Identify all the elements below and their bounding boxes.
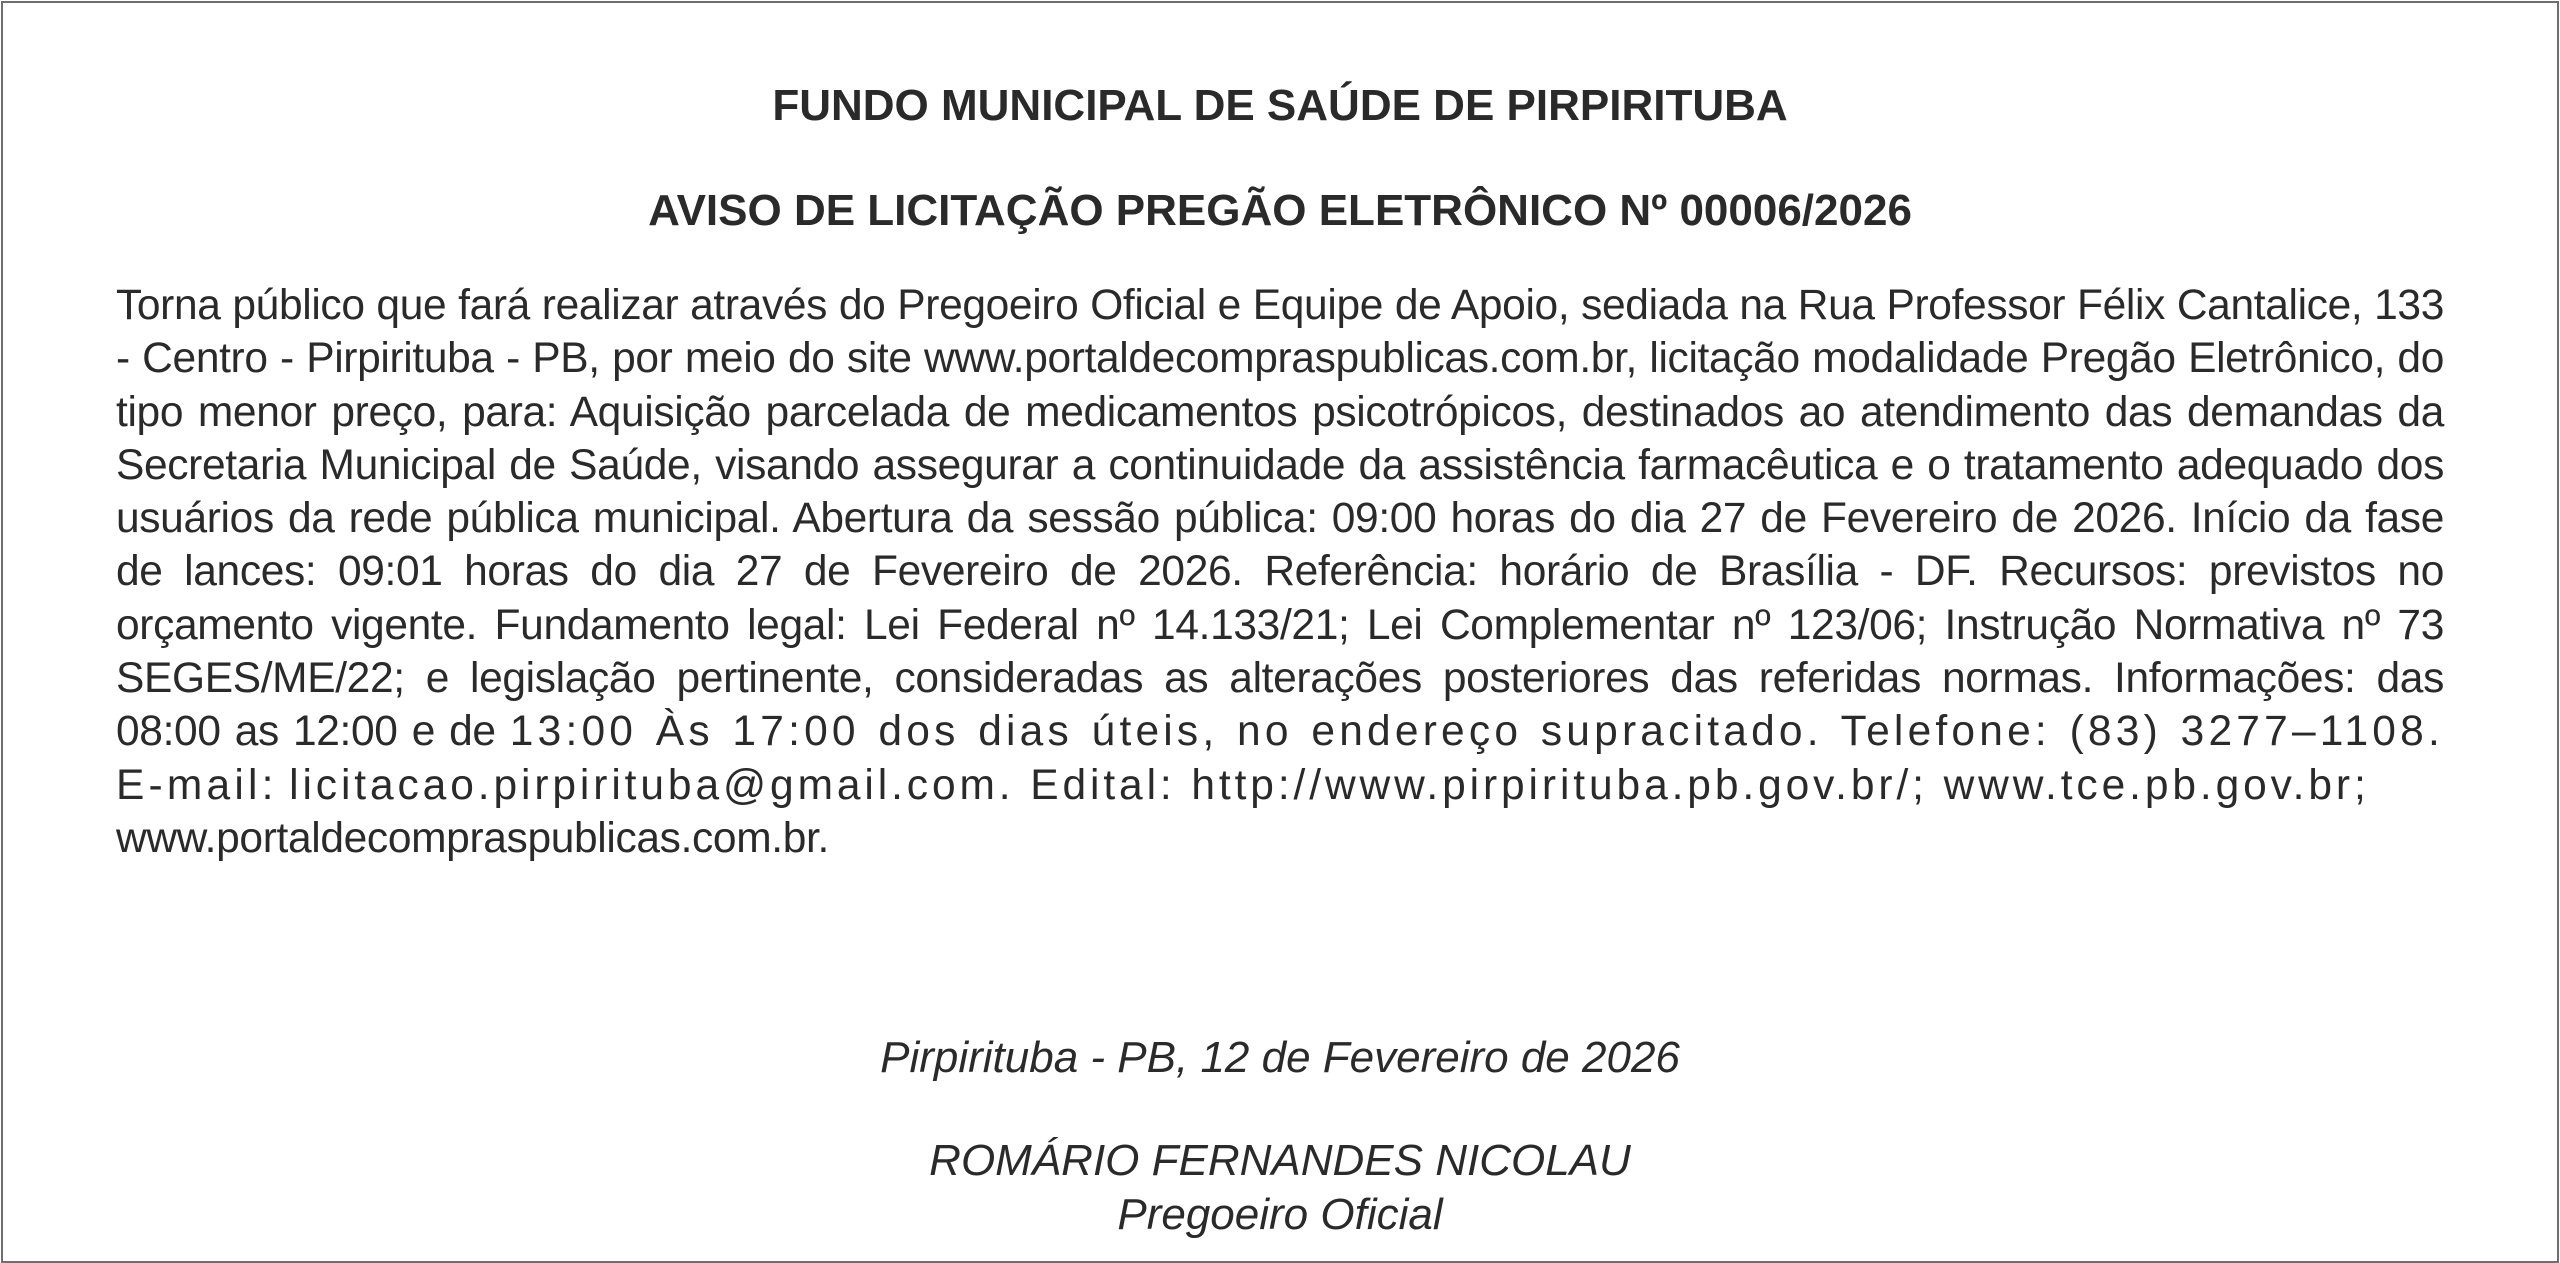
notice-title: AVISO DE LICITAÇÃO PREGÃO ELETRÔNICO Nº 00006/2026: [648, 186, 1912, 235]
organization-heading: FUNDO MUNICIPAL DE SAÚDE DE PIRPIRITUBA: [772, 81, 1788, 130]
place-date: Pirpirituba - PB, 12 de Fevereiro de 2026: [880, 1033, 1680, 1082]
body-closing-site: www.portaldecompraspublicas.com.br.: [116, 814, 829, 862]
body-main-text: Torna público que fará realizar através do Pregoeiro Oficial e Equipe de Apoio, sediada na Rua Professor Félix Cantalice, 133 - Centro - Pirpirituba - PB, por meio do site www.portaldecompraspublicas.com.br, licitação modalidade Pregão Eletrônico, do tipo menor preço, para: Aquisição parcelada de medicamentos psicotrópicos, destinados ao atendimento das demandas da Secretaria Municipal de Saúde, visando assegurar a continuidade da assistência farmacêutica e o tratamento adequado dos usuários da rede pública municipal. Abertura da sessão pública: 09:00 horas do dia 27 de Fevereiro de 2026. Início da fase de lances: 09:01 horas do dia 27 de Fevereiro de 2026. Referência: horário de Brasília - DF. Recursos: previstos no orçamento vigente. Fundamento legal: Lei Federal nº 14.133/21; Lei Complementar nº 123/06; Instrução Normativa nº 73 SEGES/ME/22; e legislação pertinente, consideradas as alterações posteriores das referidas normas. Informações: das 08:00 as 12:00 e de: [116, 282, 2444, 756]
body-contact-hours: 13:00 Às 17:00 dos dias úteis, no endereço supracitado. Telefone: (83) 3277–1108. E-mail:: [116, 708, 2444, 809]
signer-role: Pregoeiro Oficial: [1117, 1190, 1443, 1239]
body-contact-links: licitacao.pirpirituba@gmail.com. Edital: http://www.pirpirituba.pb.gov.br/; www.tce.pb.gov.br;: [289, 761, 2370, 809]
notice-content: [116, 78, 2444, 865]
signer-name: ROMÁRIO FERNANDES NICOLAU: [929, 1136, 1631, 1185]
notice-body: [116, 279, 2444, 865]
